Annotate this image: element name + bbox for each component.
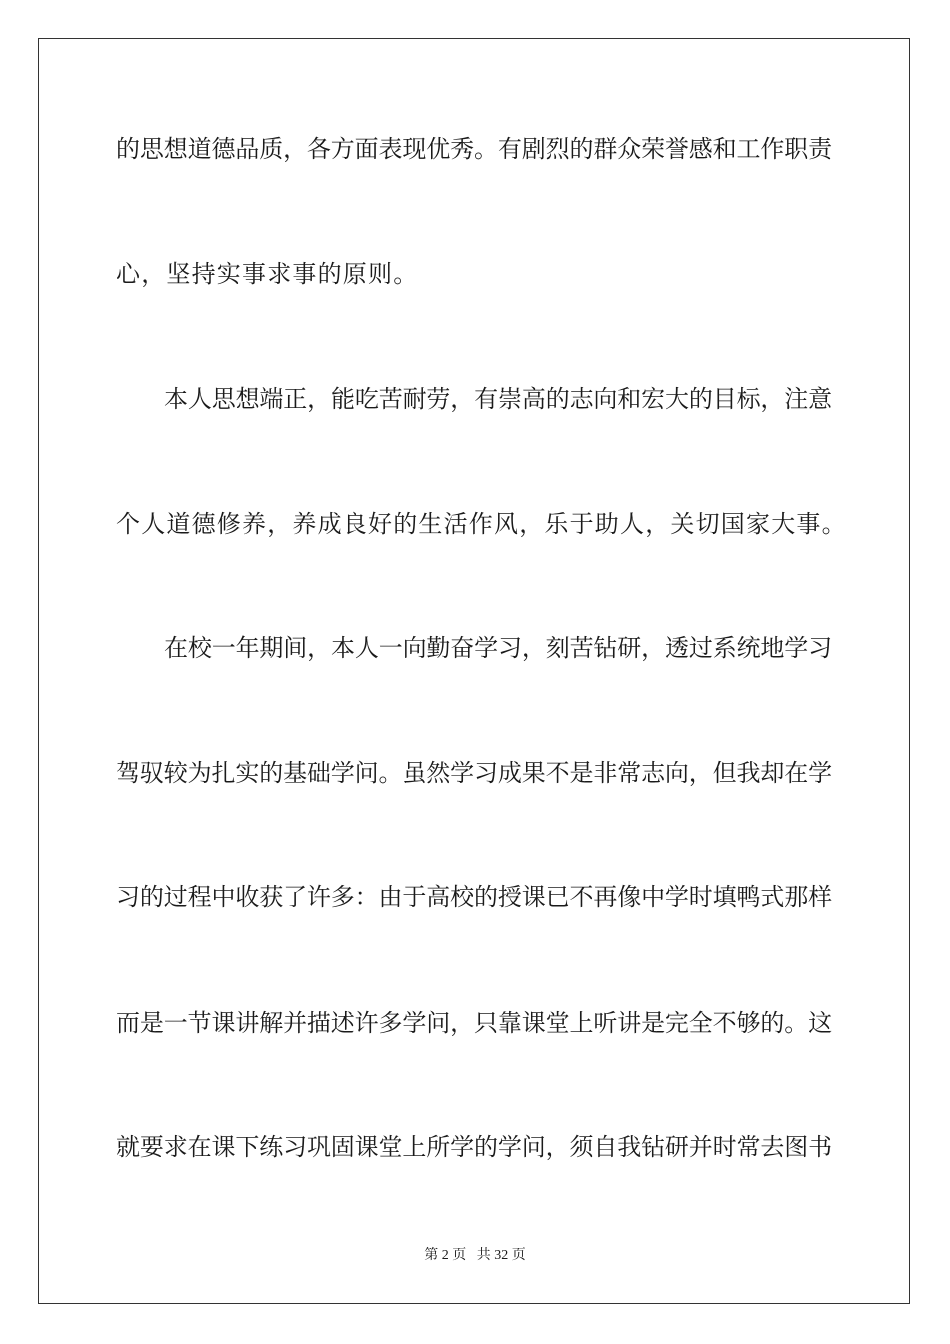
body-text-line-5: 在校一年期间，本人一向勤奋学习，刻苦钻研，透过系统地学习: [164, 634, 832, 662]
total-pages: 共 32 页: [476, 1248, 526, 1263]
body-text-line-9: 就要求在课下练习巩固课堂上所学的学问，须自我钻研并时常去图书: [116, 1133, 832, 1161]
body-text-line-8: 而是一节课讲解并描述许多学问，只靠课堂上听讲是完全不够的。这: [116, 1009, 832, 1037]
body-text-line-1: 的思想道德品质，各方面表现优秀。有剧烈的群众荣誉感和工作职责: [116, 135, 832, 163]
body-text-line-2: 心，坚持实事求事的原则。: [116, 260, 419, 288]
body-text-line-4: 个人道德修养，养成良好的生活作风，乐于助人，关切国家大事。: [116, 510, 847, 538]
body-text-line-3: 本人思想端正，能吃苦耐劳，有崇高的志向和宏大的目标，注意: [164, 385, 832, 413]
page-number: 第 2 页: [424, 1248, 467, 1263]
body-text-line-6: 驾驭较为扎实的基础学问。虽然学习成果不是非常志向，但我却在学: [116, 759, 832, 787]
page-footer: [0, 1247, 950, 1265]
page-border: [38, 38, 910, 1304]
body-text-line-7: 习的过程中收获了许多：由于高校的授课已不再像中学时填鸭式那样: [116, 883, 832, 911]
